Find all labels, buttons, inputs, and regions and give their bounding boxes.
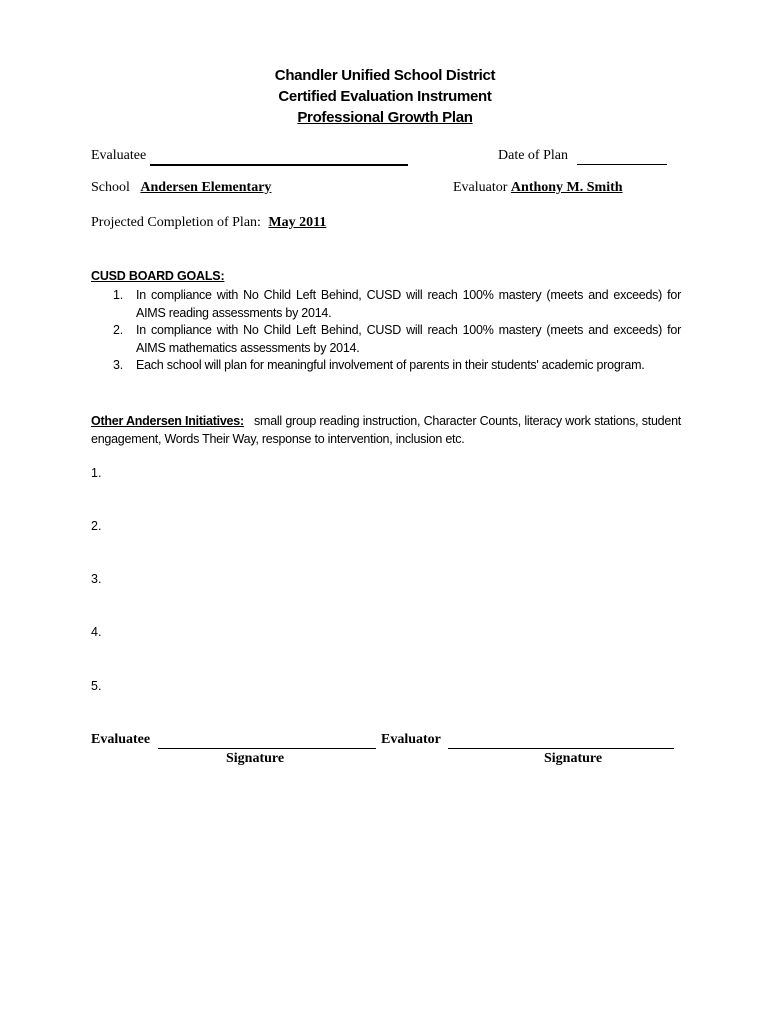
board-goal-number: 2. — [113, 323, 123, 337]
completion-label: Projected Completion of Plan: — [91, 215, 261, 230]
instrument-title: Certified Evaluation Instrument — [278, 88, 492, 105]
school-label: School — [91, 180, 130, 195]
evaluatee-label: Evaluatee — [91, 148, 147, 163]
school-field — [91, 180, 271, 196]
board-goal-number: 3. — [113, 358, 123, 372]
evaluator-signature-line[interactable] — [448, 732, 674, 749]
date-of-plan-label: Date of Plan — [498, 148, 568, 163]
evaluatee-signature-line[interactable] — [158, 732, 376, 749]
plan-item-1[interactable]: 1. — [91, 466, 102, 480]
board-goal-number: 1. — [113, 288, 123, 302]
district-title: Chandler Unified School District — [274, 67, 496, 84]
evaluator-signature-caption: Signature — [544, 751, 603, 766]
date-of-plan-blank[interactable] — [577, 148, 667, 165]
evaluatee-field — [91, 148, 408, 166]
evaluator-signature-label: Evaluator — [381, 732, 441, 747]
evaluatee-signature-caption: Signature — [226, 751, 285, 766]
board-goals-title: CUSD BOARD GOALS: — [91, 269, 225, 283]
date-of-plan-field — [498, 148, 667, 165]
completion-value: May 2011 — [268, 215, 327, 230]
evaluator-field — [453, 180, 623, 196]
evaluatee-signature-field — [91, 732, 376, 749]
board-goal-text: In compliance with No Child Left Behind, CUSD will reach 100% mastery (meets and exceeds) for AIMS reading assessments by 2014. — [136, 288, 681, 320]
initiatives-text: small group reading instruction, Character Counts, literacy work stations, student engagement, Words Their Way, response to intervention, inclusion etc. — [91, 414, 682, 446]
plan-item-4[interactable]: 4. — [91, 625, 102, 639]
evaluatee-signature-label: Evaluatee — [91, 732, 151, 747]
school-value: Andersen Elementary — [140, 180, 272, 195]
plan-item-3[interactable]: 3. — [91, 572, 102, 586]
board-goals-list — [91, 287, 681, 375]
evaluator-label: Evaluator — [453, 180, 508, 195]
board-goal-item — [91, 287, 681, 322]
evaluatee-blank[interactable] — [150, 148, 408, 166]
board-goal-text: Each school will plan for meaningful involvement of parents in their students' academic program. — [136, 358, 645, 372]
board-goal-text: In compliance with No Child Left Behind, CUSD will reach 100% mastery (meets and exceeds) for AIMS mathematics assessments by 2014. — [136, 323, 681, 355]
plan-item-5[interactable]: 5. — [91, 679, 102, 693]
board-goal-item — [91, 357, 681, 375]
plan-title: Professional Growth Plan — [297, 109, 473, 126]
initiatives-paragraph — [91, 412, 681, 448]
plan-item-2[interactable]: 2. — [91, 519, 102, 533]
board-goal-item — [91, 322, 681, 357]
evaluator-value: Anthony M. Smith — [510, 180, 623, 195]
initiatives-label: Other Andersen Initiatives: — [91, 414, 244, 428]
evaluator-signature-field — [381, 732, 674, 749]
completion-field — [91, 215, 326, 231]
